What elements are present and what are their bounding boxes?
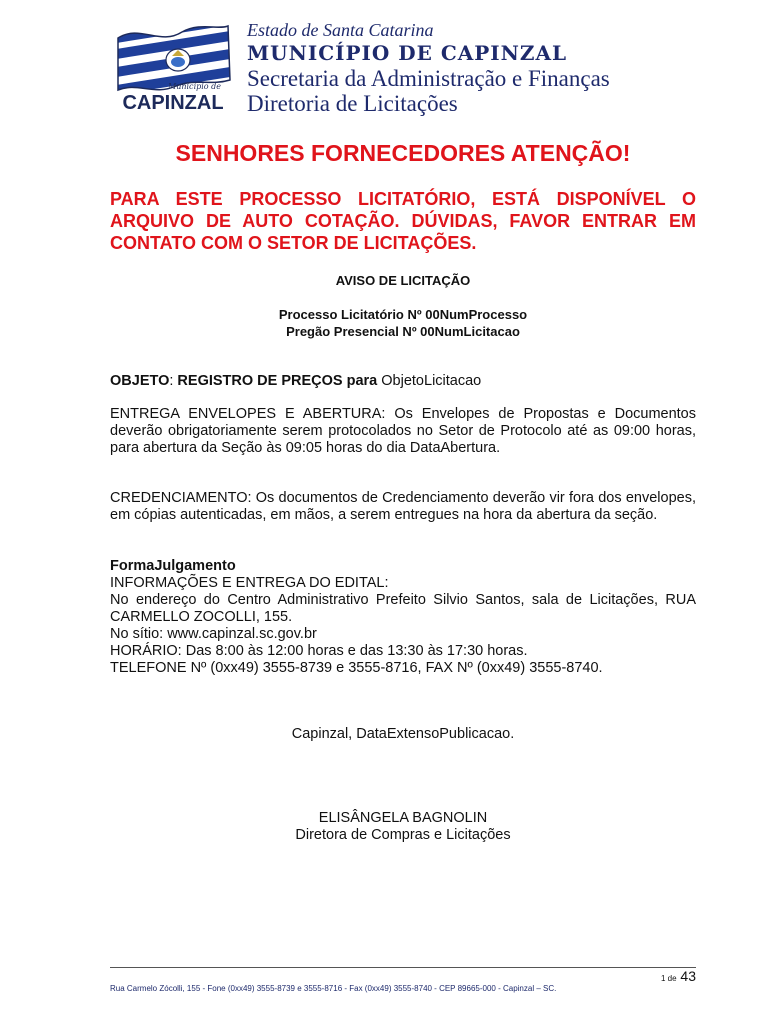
object-value: ObjetoLicitacao [377,373,482,389]
logo-caption: Município de [168,82,221,91]
footer-divider [110,967,696,968]
footer-address: Rua Carmelo Zócolli, 155 - Fone (0xx49) 3555-8739 e 3555-8716 - Fax (0xx49) 3555-8740 - CEP 89665-000 - Capinzal – SC. [110,984,557,993]
object-label: OBJETO [110,373,170,389]
info-heading: INFORMAÇÕES E ENTREGA DO EDITAL: [110,575,389,591]
letterhead [247,20,610,116]
object-line [110,373,696,390]
logo-wordmark: CAPINZAL [122,92,224,114]
info-hours: HORÁRIO: Das 8:00 às 12:00 horas e das 13:30 às 17:30 horas. [110,643,528,659]
place-date: Capinzal, DataExtensoPublicacao. [291,726,515,742]
page-total: 43 [680,968,696,984]
page-prefix: 1 de [660,974,677,983]
municipality-name: MUNICÍPIO DE CAPINZAL [247,41,568,65]
notice-heading: AVISO DE LICITAÇÃO [335,273,471,288]
attention-message: PARA ESTE PROCESSO LICITATÓRIO, ESTÁ DISPONÍVEL O ARQUIVO DE AUTO COTAÇÃO. DÚVIDAS, FAVOR ENTRAR EM CONTATO COM O SETOR DE LICITAÇÕES. [110,189,696,253]
info-phone: TELEFONE Nº (0xx49) 3555-8739 e 3555-8716, FAX Nº (0xx49) 3555-8740. [110,660,603,676]
secretariat-name: Secretaria da Administração e Finanças [247,66,610,91]
auction-number: Pregão Presencial Nº 00NumLicitacao [286,324,520,339]
delivery-paragraph: ENTREGA ENVELOPES E ABERTURA: Os Envelopes de Propostas e Documentos deverão obrigatoriamente serem protocolados no Setor de Protocolo até as 09:00 horas, para abertura da Seção às 09:05 horas do dia DataAbertura. [110,406,696,456]
info-site: No sítio: www.capinzal.sc.gov.br [110,626,317,642]
state-name: Estado de Santa Catarina [247,20,434,40]
object-bold-text: REGISTRO DE PREÇOS para [177,373,378,389]
signatory-name: ELISÂNGELA BAGNOLIN [318,810,488,826]
accreditation-paragraph: CREDENCIAMENTO: Os documentos de Credenciamento deverão vir fora dos envelopes, em cópias autenticadas, em mãos, a serem entregues na hora da abertura da seção. [110,490,696,523]
object-separator: : [169,373,178,389]
info-address: No endereço do Centro Administrativo Prefeito Silvio Santos, sala de Licitações, RUA CARMELLO ZOCOLLI, 155. [110,592,696,625]
process-number: Processo Licitatório Nº 00NumProcesso [278,307,528,322]
judgment-form: FormaJulgamento [110,558,236,574]
directorate-name: Diretoria de Licitações [247,91,458,116]
info-block [110,558,696,677]
page-number [661,968,696,984]
attention-title: SENHORES FORNECEDORES ATENÇÃO! [175,140,631,166]
signatory-role: Diretora de Compras e Licitações [295,827,511,843]
municipality-logo [110,20,236,114]
